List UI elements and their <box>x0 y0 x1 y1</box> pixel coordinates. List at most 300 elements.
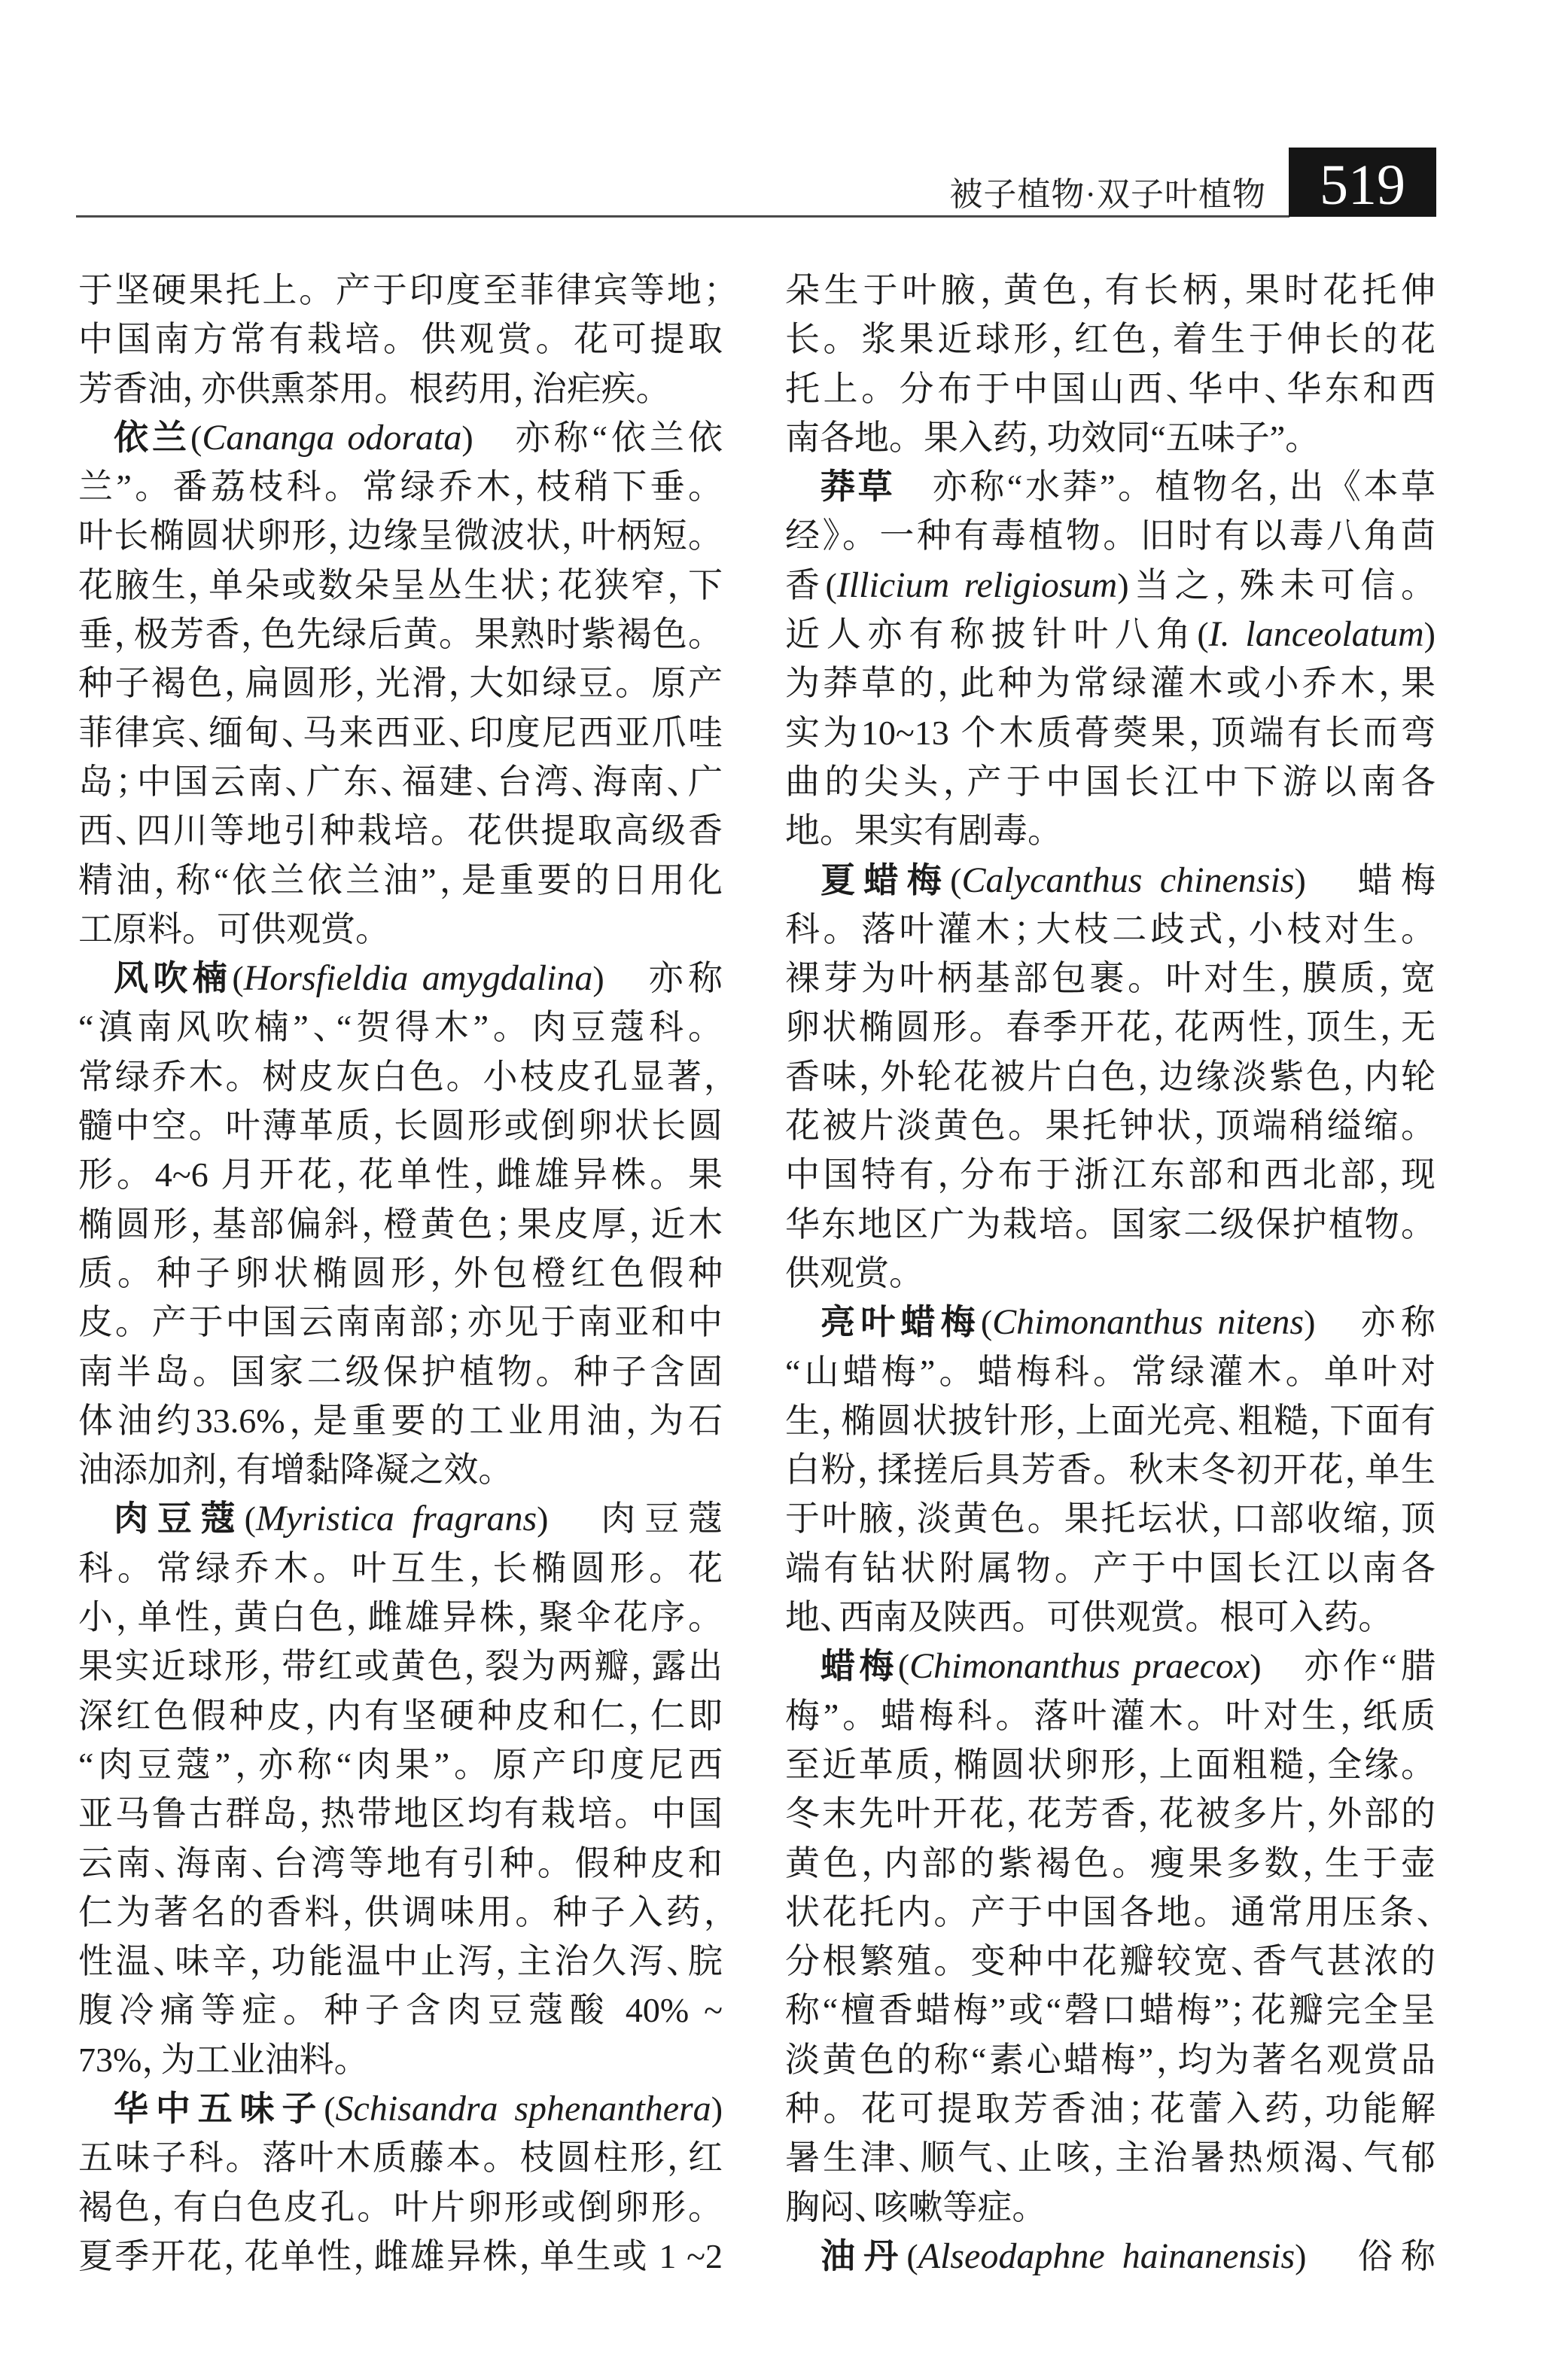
punctuation: 、 <box>380 762 402 801</box>
body-text: 近人亦有称披针叶八角( <box>785 615 1209 654</box>
punctuation: ， <box>187 565 209 604</box>
body-text: 淡黄色的称“素心蜡梅”，均为著名观赏品 <box>785 2040 1436 2079</box>
punctuation: ， <box>249 1942 272 1981</box>
punctuation: ， <box>473 1155 497 1195</box>
text-line <box>785 561 1436 610</box>
body-text: ( <box>232 959 244 998</box>
body-text: “肉豆蔻”，亦称“肉果”。原产印度尼西 <box>78 1745 723 1784</box>
text-line <box>78 561 723 610</box>
body-text: 形。4~6 月开花，花单性，雌雄异株。果 <box>78 1155 723 1195</box>
punctuation: ， <box>513 467 537 507</box>
body-text: 质。种子卵状椭圆形，外包橙红色假种 <box>78 1253 723 1292</box>
punctuation: ， <box>1379 1008 1402 1047</box>
text-line <box>785 2084 1436 2133</box>
punctuation: ， <box>1081 271 1105 309</box>
punctuation: ， <box>190 1204 212 1243</box>
punctuation: ， <box>299 1794 321 1834</box>
punctuation: ， <box>1378 1155 1402 1195</box>
punctuation: 、 <box>1341 2138 1363 2178</box>
text-line <box>78 1347 723 1396</box>
body-text: ( <box>897 1647 910 1686</box>
punctuation: 、 <box>1264 369 1287 408</box>
text-line <box>78 1839 723 1888</box>
punctuation: ， <box>1028 418 1047 457</box>
punctuation: ， <box>151 2187 173 2226</box>
punctuation: ， <box>230 1745 259 1784</box>
entry-headword: 蜡梅 <box>821 1645 898 1687</box>
body-text: 南各地。果入药，功效同“五味子”。 <box>785 418 1320 457</box>
body-text: 暑生津、顺气、止咳，主治暑热烦渴、气郁 <box>785 2138 1436 2178</box>
punctuation: 、 <box>285 762 306 801</box>
body-text: ) 俗称 <box>1295 2236 1436 2275</box>
body-text: 于叶腋，淡黄色。果托坛状，口部收缩，顶 <box>785 1499 1436 1539</box>
running-title: 被子植物·双子叶植物 <box>949 176 1266 213</box>
text-line <box>78 1740 723 1789</box>
body-text: 白粉，揉搓后具芳香。秋末冬初开花，单生 <box>785 1450 1436 1490</box>
punctuation: ， <box>1006 1794 1028 1834</box>
body-text: 冬末先叶开花，花芳香，花被多片，外部的 <box>785 1794 1436 1834</box>
body-text: 裸芽为叶柄基部包裹。叶对生，膜质，宽 <box>785 959 1436 998</box>
punctuation: ， <box>942 762 967 801</box>
body-text: 香( <box>785 565 837 604</box>
punctuation: 、 <box>666 762 689 801</box>
punctuation: ； <box>537 565 556 604</box>
punctuation: ， <box>285 1401 313 1440</box>
body-text: 种子褐色，扁圆形，光滑，大如绿豆。原产 <box>78 664 723 703</box>
body-text: 卵状椭圆形。春季开花，花两性，顶生，无 <box>785 1008 1436 1047</box>
punctuation: ， <box>561 516 582 555</box>
body-text: 小，单性，黄白色，雌雄异株，聚伞花序。 <box>78 1598 723 1637</box>
text-line <box>78 1544 723 1593</box>
body-text: 叶长椭圆状卵形，边缘呈微波状，叶柄短。 <box>78 516 723 555</box>
text-line <box>78 905 723 954</box>
body-text: 科。常绿乔木。叶互生，长椭圆形。花 <box>78 1548 723 1587</box>
entry-first-line <box>78 1494 723 1543</box>
punctuation: ， <box>1340 1696 1363 1735</box>
punctuation: ， <box>142 2040 161 2079</box>
text-line <box>785 610 1436 659</box>
text-line <box>785 266 1436 315</box>
punctuation: ， <box>464 1647 485 1686</box>
body-text: ( <box>950 860 962 899</box>
punctuation: ， <box>342 1892 364 1931</box>
body-text: 皮。产于中国云南南部；亦见于南亚和中 <box>78 1303 723 1342</box>
punctuation: ， <box>937 1155 961 1195</box>
text-line <box>785 1396 1436 1445</box>
body-text: 华东地区广为栽培。国家二级保护植物。 <box>785 1204 1436 1243</box>
body-text: ) 亦称 <box>592 959 723 998</box>
body-text: “山蜡梅”。蜡梅科。常绿灌木。单叶对 <box>785 1352 1436 1391</box>
text-line <box>78 1986 723 2035</box>
text-line <box>78 1691 723 1740</box>
body-text: 精油，称“依兰依兰油”，是重要的日用化 <box>78 860 723 899</box>
text-line <box>78 1445 723 1494</box>
punctuation: ， <box>114 615 134 654</box>
body-text: 油添加剂，有增黏降凝之效。 <box>78 1450 513 1490</box>
punctuation: ； <box>1013 909 1033 948</box>
punctuation: ， <box>666 2138 688 2178</box>
punctuation: ； <box>1127 2089 1147 2128</box>
body-text: 髓中空。叶薄革质，长圆形或倒卵状长圆 <box>78 1106 723 1146</box>
punctuation: ， <box>861 1843 884 1883</box>
punctuation: ， <box>1284 1008 1307 1047</box>
text-line <box>78 806 723 855</box>
text-line <box>78 1888 723 1937</box>
body-text: ) 亦称“依兰依 <box>461 418 723 457</box>
text-line <box>78 2232 723 2281</box>
body-text: 深红色假种皮，内有坚硬种皮和仁，仁即 <box>78 1696 723 1735</box>
latin-name: Schisandra sphenanthera <box>335 2088 711 2129</box>
body-text: ) 蜡梅 <box>1294 860 1436 899</box>
punctuation: ， <box>703 1892 723 1931</box>
punctuation: ； <box>115 762 135 801</box>
body-text: “滇南风吹楠”、“贺得木”。肉豆蔻科。 <box>78 1008 723 1047</box>
body-text: 仁为著名的香料，供调味用。种子入药， <box>78 1892 723 1931</box>
punctuation: 、 <box>187 713 209 752</box>
punctuation: ， <box>1189 713 1211 752</box>
text-line <box>785 1839 1436 1888</box>
entry-headword: 风吹楠 <box>114 957 233 999</box>
punctuation: ， <box>469 1548 493 1587</box>
page-number: 519 <box>1320 154 1405 217</box>
punctuation: ， <box>1093 2138 1116 2178</box>
punctuation: ， <box>448 664 470 703</box>
punctuation: 、 <box>251 1843 274 1883</box>
punctuation: 、 <box>114 811 137 851</box>
latin-name: Cananga odorata <box>202 417 462 458</box>
punctuation: ， <box>1342 1057 1365 1096</box>
body-text: 托上。分布于中国山西、华中、华东和西 <box>785 369 1436 408</box>
punctuation: ， <box>224 664 245 703</box>
punctuation: ， <box>1193 1106 1216 1146</box>
text-line <box>78 1101 723 1150</box>
entry-headword: 依兰 <box>114 416 190 458</box>
text-line <box>78 511 723 560</box>
latin-name: I. lanceolatum <box>1208 614 1424 655</box>
punctuation: 、 <box>308 1008 336 1047</box>
body-text: 褐色，有白色皮孔。叶片卵形或倒卵形。 <box>78 2187 723 2226</box>
entry-headword: 华中五味子 <box>114 2087 324 2129</box>
body-text: )当之，殊未可信。 <box>1117 565 1436 604</box>
body-text: 腹冷痛等症。种子含肉豆蔻酸 40% ~ <box>78 1991 723 2030</box>
punctuation: ， <box>1137 1057 1159 1096</box>
body-text: 端有钻状附属物。产于中国长江以南各 <box>785 1548 1436 1587</box>
body-text: 亚马鲁古群岛，热带地区均有栽培。中国 <box>78 1794 723 1834</box>
text-line <box>785 806 1436 855</box>
body-text: 长。浆果近球形，红色，着生于伸长的花 <box>785 320 1436 359</box>
punctuation: ， <box>1152 1008 1175 1047</box>
punctuation: 、 <box>282 713 303 752</box>
body-text: 状花托内。产于中国各地。通常用压条、 <box>785 1892 1436 1931</box>
punctuation: ， <box>1153 2040 1178 2079</box>
punctuation: 、 <box>153 1942 175 1981</box>
body-text: 性温、味辛，功能温中止泻，主治久泻、脘 <box>78 1942 723 1981</box>
text-line <box>785 413 1436 462</box>
body-text: ( <box>980 1303 993 1342</box>
text-line <box>78 1642 723 1691</box>
punctuation: 、 <box>448 713 470 752</box>
punctuation: ， <box>625 1401 650 1440</box>
punctuation: ； <box>446 1303 465 1342</box>
punctuation: ， <box>630 1647 652 1686</box>
text-line <box>78 2133 723 2182</box>
text-line <box>785 2183 1436 2232</box>
text-line <box>78 757 723 806</box>
punctuation: ， <box>821 1401 842 1440</box>
punctuation: ， <box>327 516 348 555</box>
entry-first-line <box>78 2084 723 2133</box>
entry-first-line <box>78 954 723 1003</box>
text-line <box>78 1396 723 1445</box>
punctuation: ， <box>217 1450 236 1490</box>
punctuation: ， <box>857 1450 878 1490</box>
text-line <box>78 610 723 659</box>
punctuation: ， <box>932 1745 954 1784</box>
entry-first-line <box>785 2232 1436 2281</box>
body-text: ) 肉豆蔻 <box>537 1499 723 1539</box>
punctuation: ， <box>372 1106 394 1146</box>
punctuation: ， <box>703 1057 723 1096</box>
body-text: ( <box>190 418 202 457</box>
header-rule-divider <box>76 215 1289 218</box>
text-line <box>785 511 1436 560</box>
text-line <box>785 1494 1436 1543</box>
body-text: 地。果实有剧毒。 <box>785 811 1062 851</box>
punctuation: ； <box>495 1204 515 1243</box>
punctuation: ， <box>519 2236 540 2275</box>
body-text: 称“檀香蜡梅”或“磬口蜡梅”；花瓣完全呈 <box>785 1991 1436 2030</box>
punctuation: ， <box>1215 565 1240 604</box>
punctuation: ， <box>154 860 176 899</box>
body-text: 朵生于叶腋，黄色，有长柄，果时花托伸 <box>785 271 1436 309</box>
punctuation: ， <box>1051 320 1074 359</box>
entry-headword: 亮叶蜡梅 <box>821 1301 981 1343</box>
body-text: 梅”。蜡梅科。落叶灌木。叶对生，纸质 <box>785 1696 1436 1735</box>
punctuation: ， <box>858 1057 880 1096</box>
latin-name: Horsfieldia amygdalina <box>243 958 593 999</box>
text-line <box>785 954 1436 1003</box>
text-line <box>78 364 723 413</box>
body-text: 岛；中国云南、广东、福建、台湾、海南、广 <box>78 762 723 801</box>
entry-first-line <box>785 1298 1436 1347</box>
punctuation: ， <box>495 1942 517 1981</box>
punctuation: ， <box>182 369 202 408</box>
text-line <box>785 1789 1436 1838</box>
text-line <box>785 1052 1436 1101</box>
text-line <box>785 1593 1436 1642</box>
entry-headword: 夏蜡梅 <box>821 859 951 900</box>
body-text: 果实近球形，带红或黄色，裂为两瓣，露出 <box>78 1647 723 1686</box>
punctuation: ， <box>979 271 1003 309</box>
punctuation: ， <box>895 1499 917 1539</box>
punctuation: 、 <box>854 2187 874 2226</box>
text-line <box>785 1003 1436 1052</box>
text-line <box>78 1937 723 1986</box>
text-line <box>785 1691 1436 1740</box>
punctuation: ， <box>436 860 462 899</box>
punctuation: ， <box>1211 1499 1233 1539</box>
body-text: 于坚硬果托上。产于印度至菲律宾等地； <box>78 271 723 309</box>
body-text: 垂，极芳香，色先绿后黄。果熟时紫褐色。 <box>78 615 723 654</box>
punctuation: ， <box>1302 1843 1325 1883</box>
text-column-left <box>78 266 723 2281</box>
punctuation: ， <box>1302 2089 1325 2128</box>
body-text: 实为10~13 个木质蓇葖果，顶端有长而弯 <box>785 713 1436 752</box>
text-line <box>785 1347 1436 1396</box>
text-line <box>78 1789 723 1838</box>
body-text: ) <box>1423 615 1436 654</box>
text-line <box>785 315 1436 364</box>
punctuation: ， <box>628 1696 650 1735</box>
entry-first-line <box>785 856 1436 905</box>
text-line <box>78 1249 723 1298</box>
text-line <box>785 1937 1436 1986</box>
body-text: 云南、海南、台湾等地有引种。假种皮和 <box>78 1843 723 1883</box>
text-line <box>785 1101 1436 1150</box>
latin-name: Illicium religiosum <box>836 565 1118 605</box>
text-line <box>78 1052 723 1101</box>
text-line <box>78 856 723 905</box>
text-line <box>785 1740 1436 1789</box>
punctuation: 、 <box>995 2138 1018 2178</box>
punctuation: ， <box>1306 1794 1328 1834</box>
text-line <box>78 315 723 364</box>
punctuation: ， <box>1137 1745 1159 1784</box>
text-line <box>78 1298 723 1347</box>
entry-first-line <box>785 462 1436 511</box>
text-line <box>785 1150 1436 1199</box>
punctuation: ， <box>667 565 688 604</box>
entry-first-line <box>78 413 723 462</box>
text-line <box>78 1593 723 1642</box>
punctuation: 、 <box>1217 1401 1238 1440</box>
punctuation: ， <box>353 2236 374 2275</box>
punctuation: ， <box>115 1598 138 1637</box>
text-line <box>78 659 723 708</box>
body-text: 兰”。番荔枝科。常绿乔木，枝稍下垂。 <box>78 467 723 507</box>
punctuation: ； <box>1229 1991 1249 2030</box>
body-text: 芳香油，亦供熏茶用。根药用，治疟疾。 <box>78 369 671 408</box>
punctuation: ， <box>223 2236 245 2275</box>
punctuation: ， <box>629 1204 651 1243</box>
text-column-right <box>785 266 1436 2281</box>
punctuation: ， <box>430 1253 454 1292</box>
text-line <box>785 1986 1436 2035</box>
body-text: 菲律宾、缅甸、马来西亚、印度尼西亚爪哇 <box>78 713 723 752</box>
text-line <box>78 1150 723 1199</box>
body-text: 生，椭圆状披针形，上面光亮、粗糙，下面有 <box>785 1401 1436 1440</box>
body-text: 科。落叶灌木；大枝二歧式，小枝对生。 <box>785 909 1436 948</box>
body-text: ) 亦作“腊 <box>1250 1647 1436 1686</box>
punctuation: ， <box>1267 467 1289 507</box>
latin-name: Calycanthus chinensis <box>961 860 1295 900</box>
text-line <box>785 2035 1436 2084</box>
punctuation: 、 <box>1165 369 1189 408</box>
body-text: 黄色，内部的紫褐色。瘦果多数，生于壶 <box>785 1843 1436 1883</box>
punctuation: ， <box>1280 959 1303 998</box>
text-line <box>785 1200 1436 1249</box>
text-line <box>785 1445 1436 1494</box>
punctuation: 、 <box>1416 1892 1436 1931</box>
text-line <box>785 708 1436 757</box>
body-text: ( <box>324 2089 336 2128</box>
body-text: 种。花可提取芳香油；花蕾入药，功能解 <box>785 2089 1436 2128</box>
punctuation: ， <box>1225 909 1249 948</box>
body-text: ) <box>711 2089 723 2128</box>
body-text: 香味，外轮花被片白色，边缘淡紫色，内轮 <box>785 1057 1436 1096</box>
body-text: 为莽草的，此种为常绿灌木或小乔木，果 <box>785 664 1436 703</box>
body-text: 分根繁殖。变种中花瓣较宽、香气甚浓的 <box>785 1942 1436 1981</box>
body-text: 胸闷、咳嗽等症。 <box>785 2187 1047 2226</box>
punctuation: ， <box>260 1647 282 1686</box>
punctuation: ， <box>1344 1450 1366 1490</box>
text-line <box>78 462 723 511</box>
punctuation: ， <box>1379 1499 1402 1539</box>
punctuation: ， <box>240 615 261 654</box>
punctuation: ， <box>304 1696 327 1735</box>
punctuation: ， <box>336 1155 359 1195</box>
punctuation: ， <box>1309 1401 1330 1440</box>
body-text: 中国南方常有栽培。供观赏。花可提取 <box>78 320 723 359</box>
body-text: 五味子科。落叶木质藤本。枝圆柱形，红 <box>78 2138 723 2178</box>
entry-headword: 油丹 <box>821 2235 907 2276</box>
punctuation: ， <box>516 1598 539 1637</box>
body-text: ) 亦称 <box>1304 1303 1436 1342</box>
body-text: ( <box>244 1499 256 1539</box>
body-text: 经》。一种有毒植物。旧时有以毒八角茴 <box>785 516 1436 555</box>
punctuation: 、 <box>475 762 498 801</box>
body-text: 常绿乔木。树皮灰白色。小枝皮孔显著， <box>78 1057 723 1096</box>
body-text: 花被片淡黄色。果托钟状，顶端稍缢缩。 <box>785 1106 1436 1146</box>
latin-name: Chimonanthus nitens <box>992 1302 1305 1343</box>
page-number-box <box>1289 148 1436 217</box>
text-line <box>785 364 1436 413</box>
punctuation: ， <box>346 1598 368 1637</box>
text-line <box>78 1200 723 1249</box>
punctuation: ， <box>1378 959 1401 998</box>
body-text: 73%，为工业油料。 <box>78 2040 369 2079</box>
text-line <box>78 1003 723 1052</box>
text-line <box>785 1888 1436 1937</box>
punctuation: 、 <box>154 1843 176 1883</box>
body-text: 地、西南及陕西。可供观赏。根可入药。 <box>785 1598 1393 1637</box>
body-text: 西、四川等地引种栽培。花供提取高级香 <box>78 811 723 851</box>
punctuation: ， <box>1149 320 1173 359</box>
punctuation: ， <box>1137 1794 1159 1834</box>
punctuation: ， <box>361 1204 383 1243</box>
punctuation: 、 <box>820 1598 839 1637</box>
entry-headword: 肉豆蔻 <box>114 1498 245 1539</box>
body-text: 中国特有，分布于浙江东部和西北部，现 <box>785 1155 1436 1195</box>
entry-first-line <box>785 1642 1436 1691</box>
latin-name: Chimonanthus praecox <box>909 1646 1250 1687</box>
latin-name: Myristica fragrans <box>255 1499 537 1539</box>
body-text: 曲的尖头，产于中国长江中下游以南各 <box>785 762 1436 801</box>
punctuation: ， <box>354 664 376 703</box>
text-line <box>785 905 1436 954</box>
entry-headword: 莽草 <box>821 466 896 507</box>
punctuation: 、 <box>1231 1942 1253 1981</box>
body-text: 花腋生，单朵或数朵呈丛生状；花狭窄，下 <box>78 565 723 604</box>
punctuation: ； <box>703 271 723 309</box>
body-text: 工原料。可供观赏。 <box>78 909 390 948</box>
text-line <box>785 757 1436 806</box>
punctuation: ， <box>937 664 961 703</box>
punctuation: ， <box>1055 1401 1076 1440</box>
text-line <box>78 2183 723 2232</box>
punctuation: ， <box>1378 664 1402 703</box>
punctuation: 、 <box>666 1942 689 1981</box>
